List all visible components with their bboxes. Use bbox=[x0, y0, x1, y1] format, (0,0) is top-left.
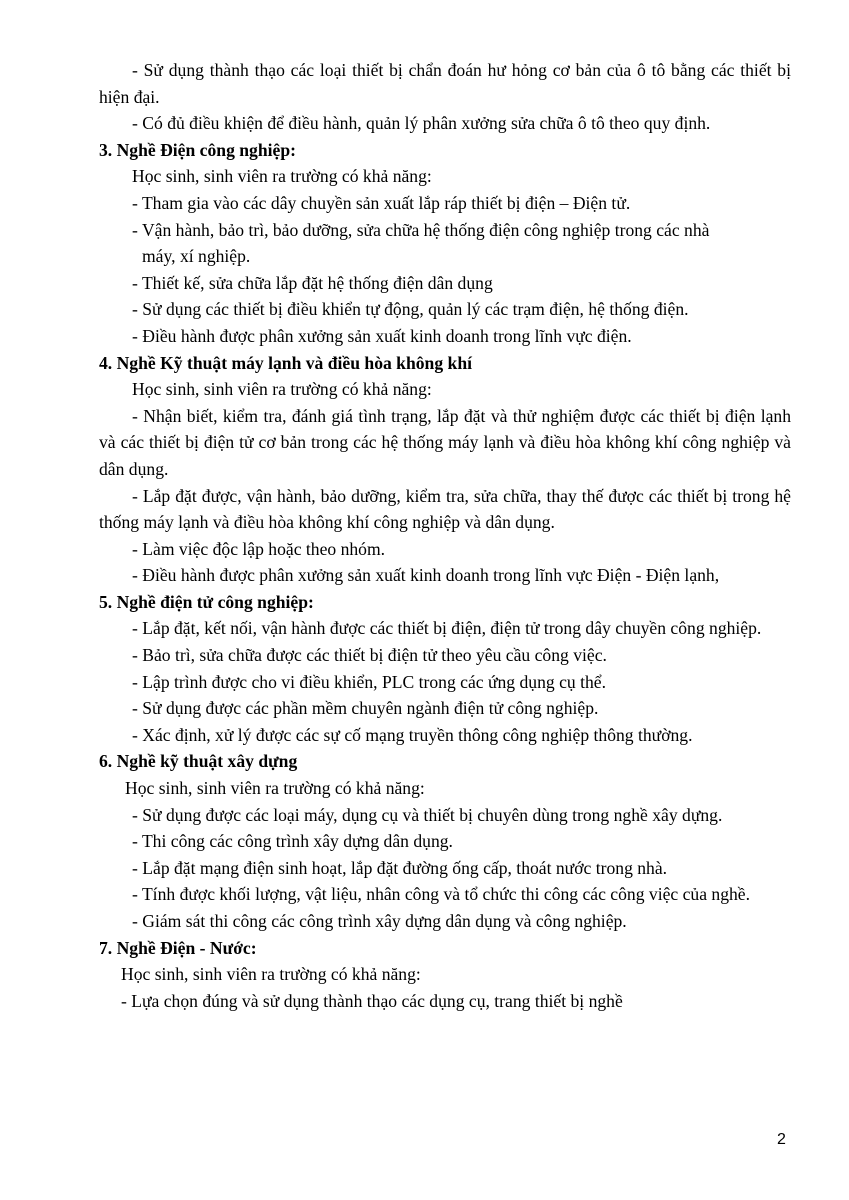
section-intro: Học sinh, sinh viên ra trường có khả năng: bbox=[132, 166, 432, 187]
list-item-continuation: máy, xí nghiệp. bbox=[142, 246, 251, 267]
list-item: - Tính được khối lượng, vật liệu, nhân công và tổ chức thi công các công việc của nghề. bbox=[132, 884, 751, 905]
list-item: - Bảo trì, sửa chữa được các thiết bị điện tử theo yêu cầu công việc. bbox=[132, 645, 607, 666]
list-item: - Điều hành được phân xưởng sản xuất kinh doanh trong lĩnh vực điện. bbox=[132, 325, 632, 346]
list-item: - Lựa chọn đúng và sử dụng thành thạo các dụng cụ, trang thiết bị nghề bbox=[121, 990, 623, 1011]
list-item: - Sử dụng các thiết bị điều khiển tự động, quản lý các trạm điện, hệ thống điện. bbox=[132, 299, 689, 320]
list-item: - Nhận biết, kiểm tra, đánh giá tình trạng, lắp đặt và thử nghiệm được các thiết bị điện lạnh và các thiết bị điện tử cơ bản trong các hệ thống máy lạnh và điều hòa không khí công nghiệp và dân dụng. bbox=[99, 405, 791, 479]
list-item: - Thiết kế, sửa chữa lắp đặt hệ thống điện dân dụng bbox=[132, 272, 493, 293]
section-intro: Học sinh, sinh viên ra trường có khả năng: bbox=[132, 379, 432, 400]
list-item: - Lắp đặt mạng điện sinh hoạt, lắp đặt đường ống cấp, thoát nước trong nhà. bbox=[132, 857, 668, 878]
list-item: - Vận hành, bảo trì, bảo dưỡng, sửa chữa hệ thống điện công nghiệp trong các nhà bbox=[132, 219, 710, 240]
list-item: - Làm việc độc lập hoặc theo nhóm. bbox=[132, 538, 386, 559]
section-intro: Học sinh, sinh viên ra trường có khả năng: bbox=[125, 778, 425, 799]
section-heading-4: 4. Nghề Kỹ thuật máy lạnh và điều hòa không khí bbox=[99, 352, 472, 373]
list-item: - Xác định, xử lý được các sự cố mạng truyền thông công nghiệp thông thường. bbox=[132, 724, 693, 745]
section-heading-7: 7. Nghề Điện - Nước: bbox=[99, 937, 257, 958]
section-heading-3: 3. Nghề Điện công nghiệp: bbox=[99, 139, 296, 160]
list-item: - Giám sát thi công các công trình xây dựng dân dụng và công nghiệp. bbox=[132, 911, 627, 931]
list-item: - Sử dụng được các loại máy, dụng cụ và thiết bị chuyên dùng trong nghề xây dựng. bbox=[132, 804, 723, 825]
list-item: - Có đủ điều khiện để điều hành, quản lý phân xưởng sửa chữa ô tô theo quy định. bbox=[132, 113, 711, 134]
list-item: - Sử dụng được các phần mềm chuyên ngành điện tử công nghiệp. bbox=[132, 698, 599, 719]
list-item: - Điều hành được phân xưởng sản xuất kinh doanh trong lĩnh vực Điện - Điện lạnh, bbox=[132, 565, 720, 586]
section-intro: Học sinh, sinh viên ra trường có khả năng: bbox=[121, 964, 421, 985]
list-item: - Lắp đặt được, vận hành, bảo dưỡng, kiểm tra, sửa chữa, thay thế được các thiết bị trong hệ thống máy lạnh và điều hòa không khí công nghiệp và dân dụng. bbox=[99, 485, 791, 533]
list-item: - Tham gia vào các dây chuyền sản xuất lắp ráp thiết bị điện – Điện tử. bbox=[132, 192, 631, 213]
page-content bbox=[99, 57, 791, 1014]
section-heading-6: 6. Nghề kỹ thuật xây dựng bbox=[99, 751, 298, 772]
section-heading-5: 5. Nghề điện tử công nghiệp: bbox=[99, 591, 314, 612]
list-item: - Sử dụng thành thạo các loại thiết bị chẩn đoán hư hỏng cơ bản của ô tô bằng các thiết bị hiện đại. bbox=[99, 60, 791, 107]
list-item: - Lập trình được cho vi điều khiển, PLC trong các ứng dụng cụ thể. bbox=[132, 671, 606, 692]
list-item: - Lắp đặt, kết nối, vận hành được các thiết bị điện, điện tử trong dây chuyền công nghiệp. bbox=[132, 618, 762, 639]
list-item: - Thi công các công trình xây dựng dân dụng. bbox=[132, 831, 453, 852]
page-number: 2 bbox=[777, 1131, 786, 1148]
